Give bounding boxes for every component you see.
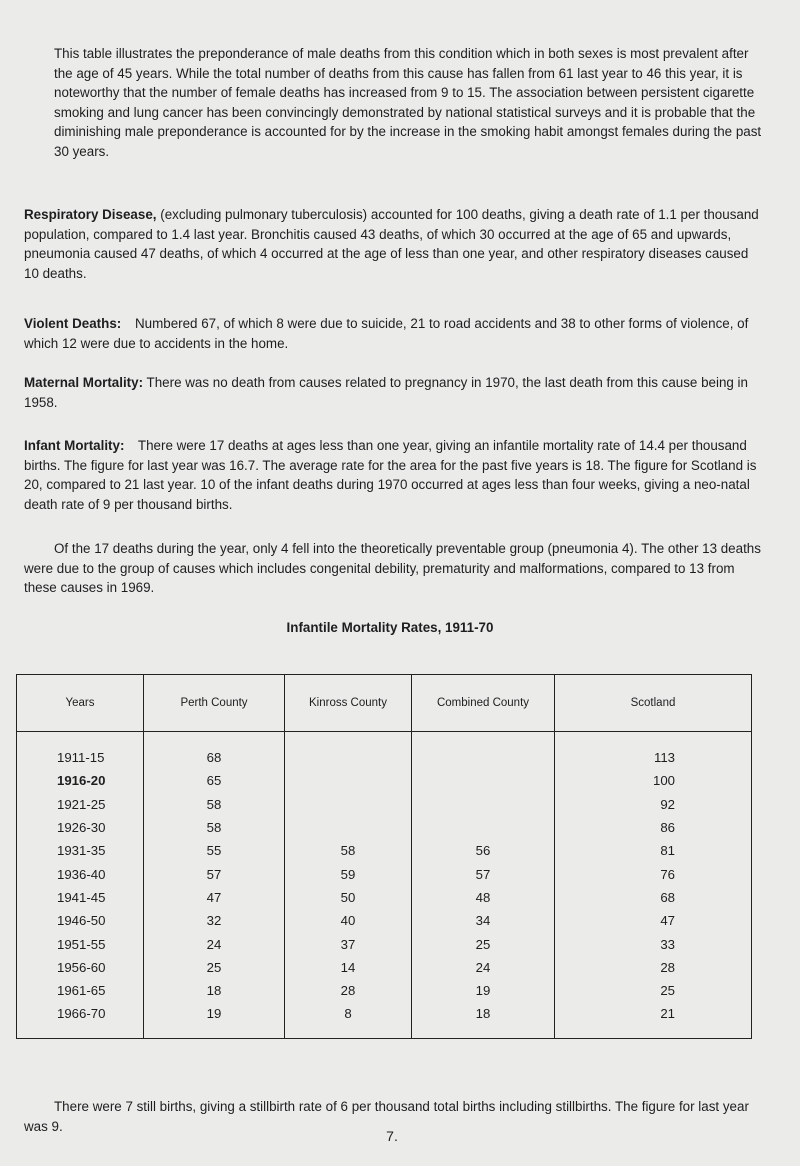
header-years: Years	[17, 675, 144, 732]
cell-scotland: 68	[555, 886, 752, 909]
table-title: Infantile Mortality Rates, 1911-70	[286, 620, 494, 635]
cell-scotland: 92	[555, 793, 752, 816]
cell-combined: 18	[412, 1002, 555, 1038]
cell-scotland: 76	[555, 862, 752, 885]
paragraph-smoking	[54, 44, 766, 162]
cell-scotland: 86	[555, 816, 752, 839]
cell-scotland: 28	[555, 956, 752, 979]
page-number: 7.	[386, 1128, 398, 1144]
cell-perth: 55	[144, 839, 285, 862]
cell-kinross	[285, 769, 412, 792]
infantile-mortality-table	[16, 674, 752, 1039]
table-row	[17, 793, 752, 816]
cell-perth: 57	[144, 862, 285, 885]
respiratory-heading: Respiratory Disease,	[24, 207, 157, 222]
table-row	[17, 956, 752, 979]
table-row	[17, 909, 752, 932]
cell-kinross	[285, 793, 412, 816]
cell-combined: 34	[412, 909, 555, 932]
cell-years: 1961-65	[17, 979, 144, 1002]
violent-text: Numbered 67, of which 8 were due to suicide, 21 to road accidents and 38 to other forms of violence, of which 12 were due to accidents in the home.	[24, 316, 749, 351]
respiratory-text: (excluding pulmonary tuberculosis) accounted for 100 deaths, giving a death rate of 1.1 per thousand population, compared to 1.4 last year. Bronchitis caused 43 deaths, of which 30 occurred at the age of 65 and upwards, pneumonia caused 47 deaths, of which 4 occurred at the age of less than one year, and other respiratory diseases caused 10 deaths.	[24, 207, 759, 281]
cell-combined	[412, 732, 555, 770]
cell-perth: 18	[144, 979, 285, 1002]
cell-years: 1951-55	[17, 932, 144, 955]
cell-years: 1931-35	[17, 839, 144, 862]
cell-kinross: 8	[285, 1002, 412, 1038]
cell-kinross: 50	[285, 886, 412, 909]
stillbirths-text: There were 7 still births, giving a stillbirth rate of 6 per thousand total births including stillbirths. The figure for last year was 9.	[24, 1099, 749, 1134]
cell-combined: 57	[412, 862, 555, 885]
cell-scotland: 25	[555, 979, 752, 1002]
maternal-text: There was no death from causes related to pregnancy in 1970, the last death from this cause being in 1958.	[24, 375, 748, 410]
cell-scotland: 113	[555, 732, 752, 770]
cell-perth: 65	[144, 769, 285, 792]
preventable-text: Of the 17 deaths during the year, only 4 fell into the theoretically preventable group (pneumonia 4). The other 13 deaths were due to the group of causes which includes congenital debility, prematurity and malformations, compared to 13 from these causes in 1969.	[24, 541, 761, 596]
table-row	[17, 862, 752, 885]
table-row	[17, 932, 752, 955]
cell-combined	[412, 769, 555, 792]
table-row	[17, 1002, 752, 1038]
cell-kinross: 14	[285, 956, 412, 979]
violent-heading: Violent Deaths:	[24, 316, 122, 331]
table-row	[17, 839, 752, 862]
table-row	[17, 769, 752, 792]
cell-kinross: 28	[285, 979, 412, 1002]
cell-perth: 58	[144, 793, 285, 816]
cell-perth: 24	[144, 932, 285, 955]
cell-scotland: 100	[555, 769, 752, 792]
cell-years: 1966-70	[17, 1002, 144, 1038]
cell-years: 1941-45	[17, 886, 144, 909]
cell-perth: 68	[144, 732, 285, 770]
paragraph-violent	[24, 314, 780, 353]
header-kinross: Kinross County	[285, 675, 412, 732]
header-scotland: Scotland	[555, 675, 752, 732]
cell-kinross	[285, 732, 412, 770]
cell-scotland: 33	[555, 932, 752, 955]
cell-combined: 56	[412, 839, 555, 862]
cell-years: 1916-20	[17, 769, 144, 792]
table-row	[17, 732, 752, 770]
header-perth: Perth County	[144, 675, 285, 732]
cell-kinross: 59	[285, 862, 412, 885]
cell-perth: 58	[144, 816, 285, 839]
paragraph-infant	[24, 436, 776, 514]
cell-combined	[412, 793, 555, 816]
paragraph-respiratory	[24, 205, 766, 283]
table-row	[17, 816, 752, 839]
cell-combined: 25	[412, 932, 555, 955]
cell-years: 1946-50	[17, 909, 144, 932]
cell-perth: 19	[144, 1002, 285, 1038]
infant-heading: Infant Mortality:	[24, 438, 125, 453]
header-combined: Combined County	[412, 675, 555, 732]
paragraph-maternal	[24, 373, 766, 412]
cell-combined: 48	[412, 886, 555, 909]
infant-text: There were 17 deaths at ages less than one year, giving an infantile mortality rate of 14.4 per thousand births. The figure for last year was 16.7. The average rate for the area for the past five years is 18. The figure for Scotland is 20, compared to 21 last year. 10 of the infant deaths during 1970 occurred at ages less than four weeks, giving a neo-natal death rate of 9 per thousand births.	[24, 438, 757, 512]
cell-perth: 47	[144, 886, 285, 909]
paragraph-smoking-text: This table illustrates the preponderance of male deaths from this condition which in both sexes is most prevalent after the age of 45 years. While the total number of deaths from this cause has fallen from 61 last year to 46 this year, it is noteworthy that the number of female deaths has increased from 9 to 15. The association between persistent cigarette smoking and lung cancer has been convincingly demonstrated by national statistical surveys and it is probable that the diminishing male preponderance is accounted for by the increase in the smoking habit amongst females during the past 30 years.	[54, 46, 762, 159]
table-row	[17, 886, 752, 909]
cell-kinross: 58	[285, 839, 412, 862]
cell-kinross: 37	[285, 932, 412, 955]
cell-perth: 32	[144, 909, 285, 932]
cell-scotland: 21	[555, 1002, 752, 1038]
cell-scotland: 47	[555, 909, 752, 932]
maternal-heading: Maternal Mortality:	[24, 375, 144, 390]
cell-scotland: 81	[555, 839, 752, 862]
cell-combined: 24	[412, 956, 555, 979]
cell-years: 1921-25	[17, 793, 144, 816]
cell-years: 1911-15	[17, 732, 144, 770]
cell-kinross	[285, 816, 412, 839]
paragraph-preventable	[24, 539, 764, 598]
cell-combined	[412, 816, 555, 839]
cell-combined: 19	[412, 979, 555, 1002]
cell-years: 1926-30	[17, 816, 144, 839]
cell-kinross: 40	[285, 909, 412, 932]
cell-perth: 25	[144, 956, 285, 979]
cell-years: 1936-40	[17, 862, 144, 885]
table-header-row	[17, 675, 752, 732]
table-row	[17, 979, 752, 1002]
cell-years: 1956-60	[17, 956, 144, 979]
